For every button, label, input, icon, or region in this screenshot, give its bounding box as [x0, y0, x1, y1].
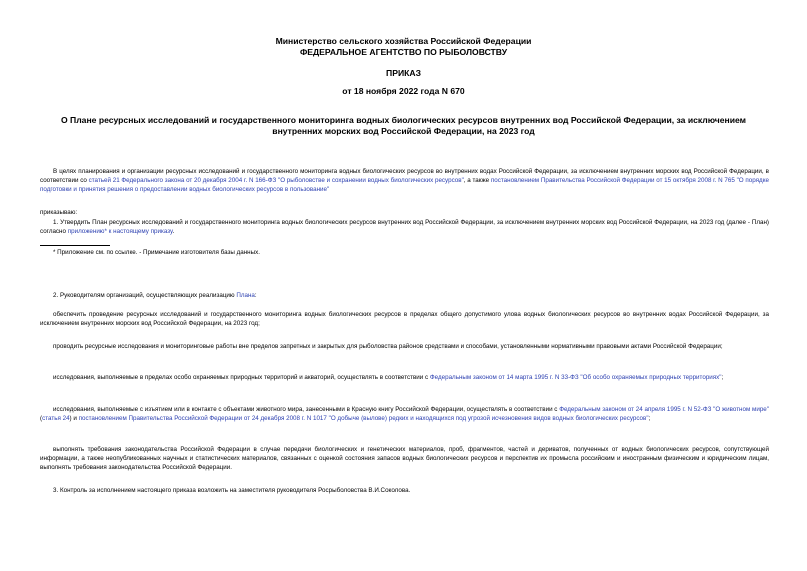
- appendix-link[interactable]: приложению* к настоящему приказу: [67, 227, 173, 235]
- footnote-separator: [40, 245, 110, 246]
- order-word: приказываю:: [40, 209, 78, 216]
- document-type: ПРИКАЗ: [386, 68, 421, 78]
- item-2-sub-b: проводить ресурсные исследования и мониторинговые работы вне пределов запретных и закрытых для рыболовства районов средствами и способами, установленными нормативными правовыми актами Российской Федерации;: [53, 343, 723, 350]
- item-2: 2. Руководителям организаций, осуществляющих реализацию Плана:: [53, 292, 257, 299]
- item-2-sub-c: исследования, выполняемые в пределах особо охраняемых природных территорий и акваторий, осуществлять в соответствии с Федеральным законом от 14 марта 1995 г. N 33-ФЗ "Об особо охраняемых природных территориях";: [53, 374, 724, 381]
- preamble-paragraph: В целях планирования и организации ресурсных исследований и государственного мониторинга водных биологических ресурсов во внутренних водах Российской Федерации, за исключением внутренних морских вод Российской Федерации, в соответствии со статьей 21 Федерального закона от 20 декабря 2004 г. N 166-ФЗ "О рыболовстве и сохранении водных биологических ресурсов", а также постановлением Правительства Российской Федерации от 15 октября 2008 г. N 765 "О порядке подготовки и принятия решения о предоставлении водных биологических ресурсов в пользование": [40, 168, 769, 193]
- item-3: 3. Контроль за исполнением настоящего приказа возложить на заместителя руководителя Росрыболовства В.И.Соколова.: [53, 487, 411, 494]
- item-2-sub-d: исследования, выполняемые с изъятием или в контакте с объектами животного мира, занесенными в Красную книгу Российской Федерации, осуществлять в соответствии с Федеральным законом от 24 апреля 1995 г. N 52-ФЗ "О животном мире" (статья 24) и постановлением Правительства Российской Федерации от 24 декабря 2008 г. N 1017 "О добыче (вылове) редких и находящихся под угрозой исчезновения видов водных биологических ресурсов";: [40, 406, 769, 422]
- resolution-1017-link[interactable]: постановлением Правительства Российской Федерации от 24 декабря 2008 г. N 1017 "О добыче (вылове) редких и находящихся под угрозой исчезновения видов водных биологических ресурсов": [78, 414, 649, 422]
- article-24-link[interactable]: статья 24: [42, 414, 70, 422]
- document-date: от 18 ноября 2022 года N 670: [342, 86, 465, 96]
- ministry-name: Министерство сельского хозяйства Российской Федерации: [275, 36, 532, 46]
- document-title: О Плане ресурсных исследований и государственного мониторинга водных биологических ресурсов внутренних вод Российской Федерации, за исключением внутренних морских вод Российской Федерации, на 2023 год: [60, 115, 747, 136]
- law-52-fz-link[interactable]: Федеральным законом от 24 апреля 1995 г. N 52-ФЗ "О животном мире": [559, 406, 769, 413]
- resolution-765-link[interactable]: постановлением Правительства Российской Федерации от 15 октября 2008 г. N 765 "О порядке подготовки и принятия решения о предоставлении водных биологических ресурсов в пользование": [40, 176, 769, 193]
- agency-name: ФЕДЕРАЛЬНОЕ АГЕНТСТВО ПО РЫБОЛОВСТВУ: [299, 47, 508, 57]
- law-33-fz-link[interactable]: Федеральным законом от 14 марта 1995 г. N 33-ФЗ "Об особо охраняемых природных территориях": [429, 374, 722, 381]
- plan-link[interactable]: Плана: [236, 292, 255, 299]
- item-1: 1. Утвердить План ресурсных исследований и государственного мониторинга водных биологических ресурсов внутренних вод Российской Федерации, за исключением внутренних морских вод Российской Федерации, на 2023 год (далее - План) согласно приложению* к настоящему приказу.: [40, 219, 769, 235]
- footnote: * Приложение см. по ссылке. - Примечание изготовителя базы данных.: [53, 249, 260, 256]
- item-2-sub-a: обеспечить проведение ресурсных исследований и государственного мониторинга водных биологических ресурсов в пределах общего допустимого улова водных биологических ресурсов во внутренних водах Российской Федерации, за исключением внутренних морских вод Российской Федерации, на 2023 год;: [40, 311, 769, 327]
- item-2-sub-e: выполнять требования законодательства Российской Федерации в случае передачи биологических и генетических материалов, проб, фрагментов, частей и дериватов, полученных от водных биологических ресурсов, сопутствующей информации, а также неопубликованных научных и статистических материалов, связанных с оценкой состояния запасов водных биологических ресурсов и перспектив их промысла российским и иностранным физическим и юридическим лицам, выполнять требования законодательства Российской Федерации.: [40, 446, 769, 471]
- law-166-fz-link[interactable]: статьей 21 Федерального закона от 20 декабря 2004 г. N 166-ФЗ "О рыболовстве и сохранении водных биологических ресурсов": [88, 176, 464, 184]
